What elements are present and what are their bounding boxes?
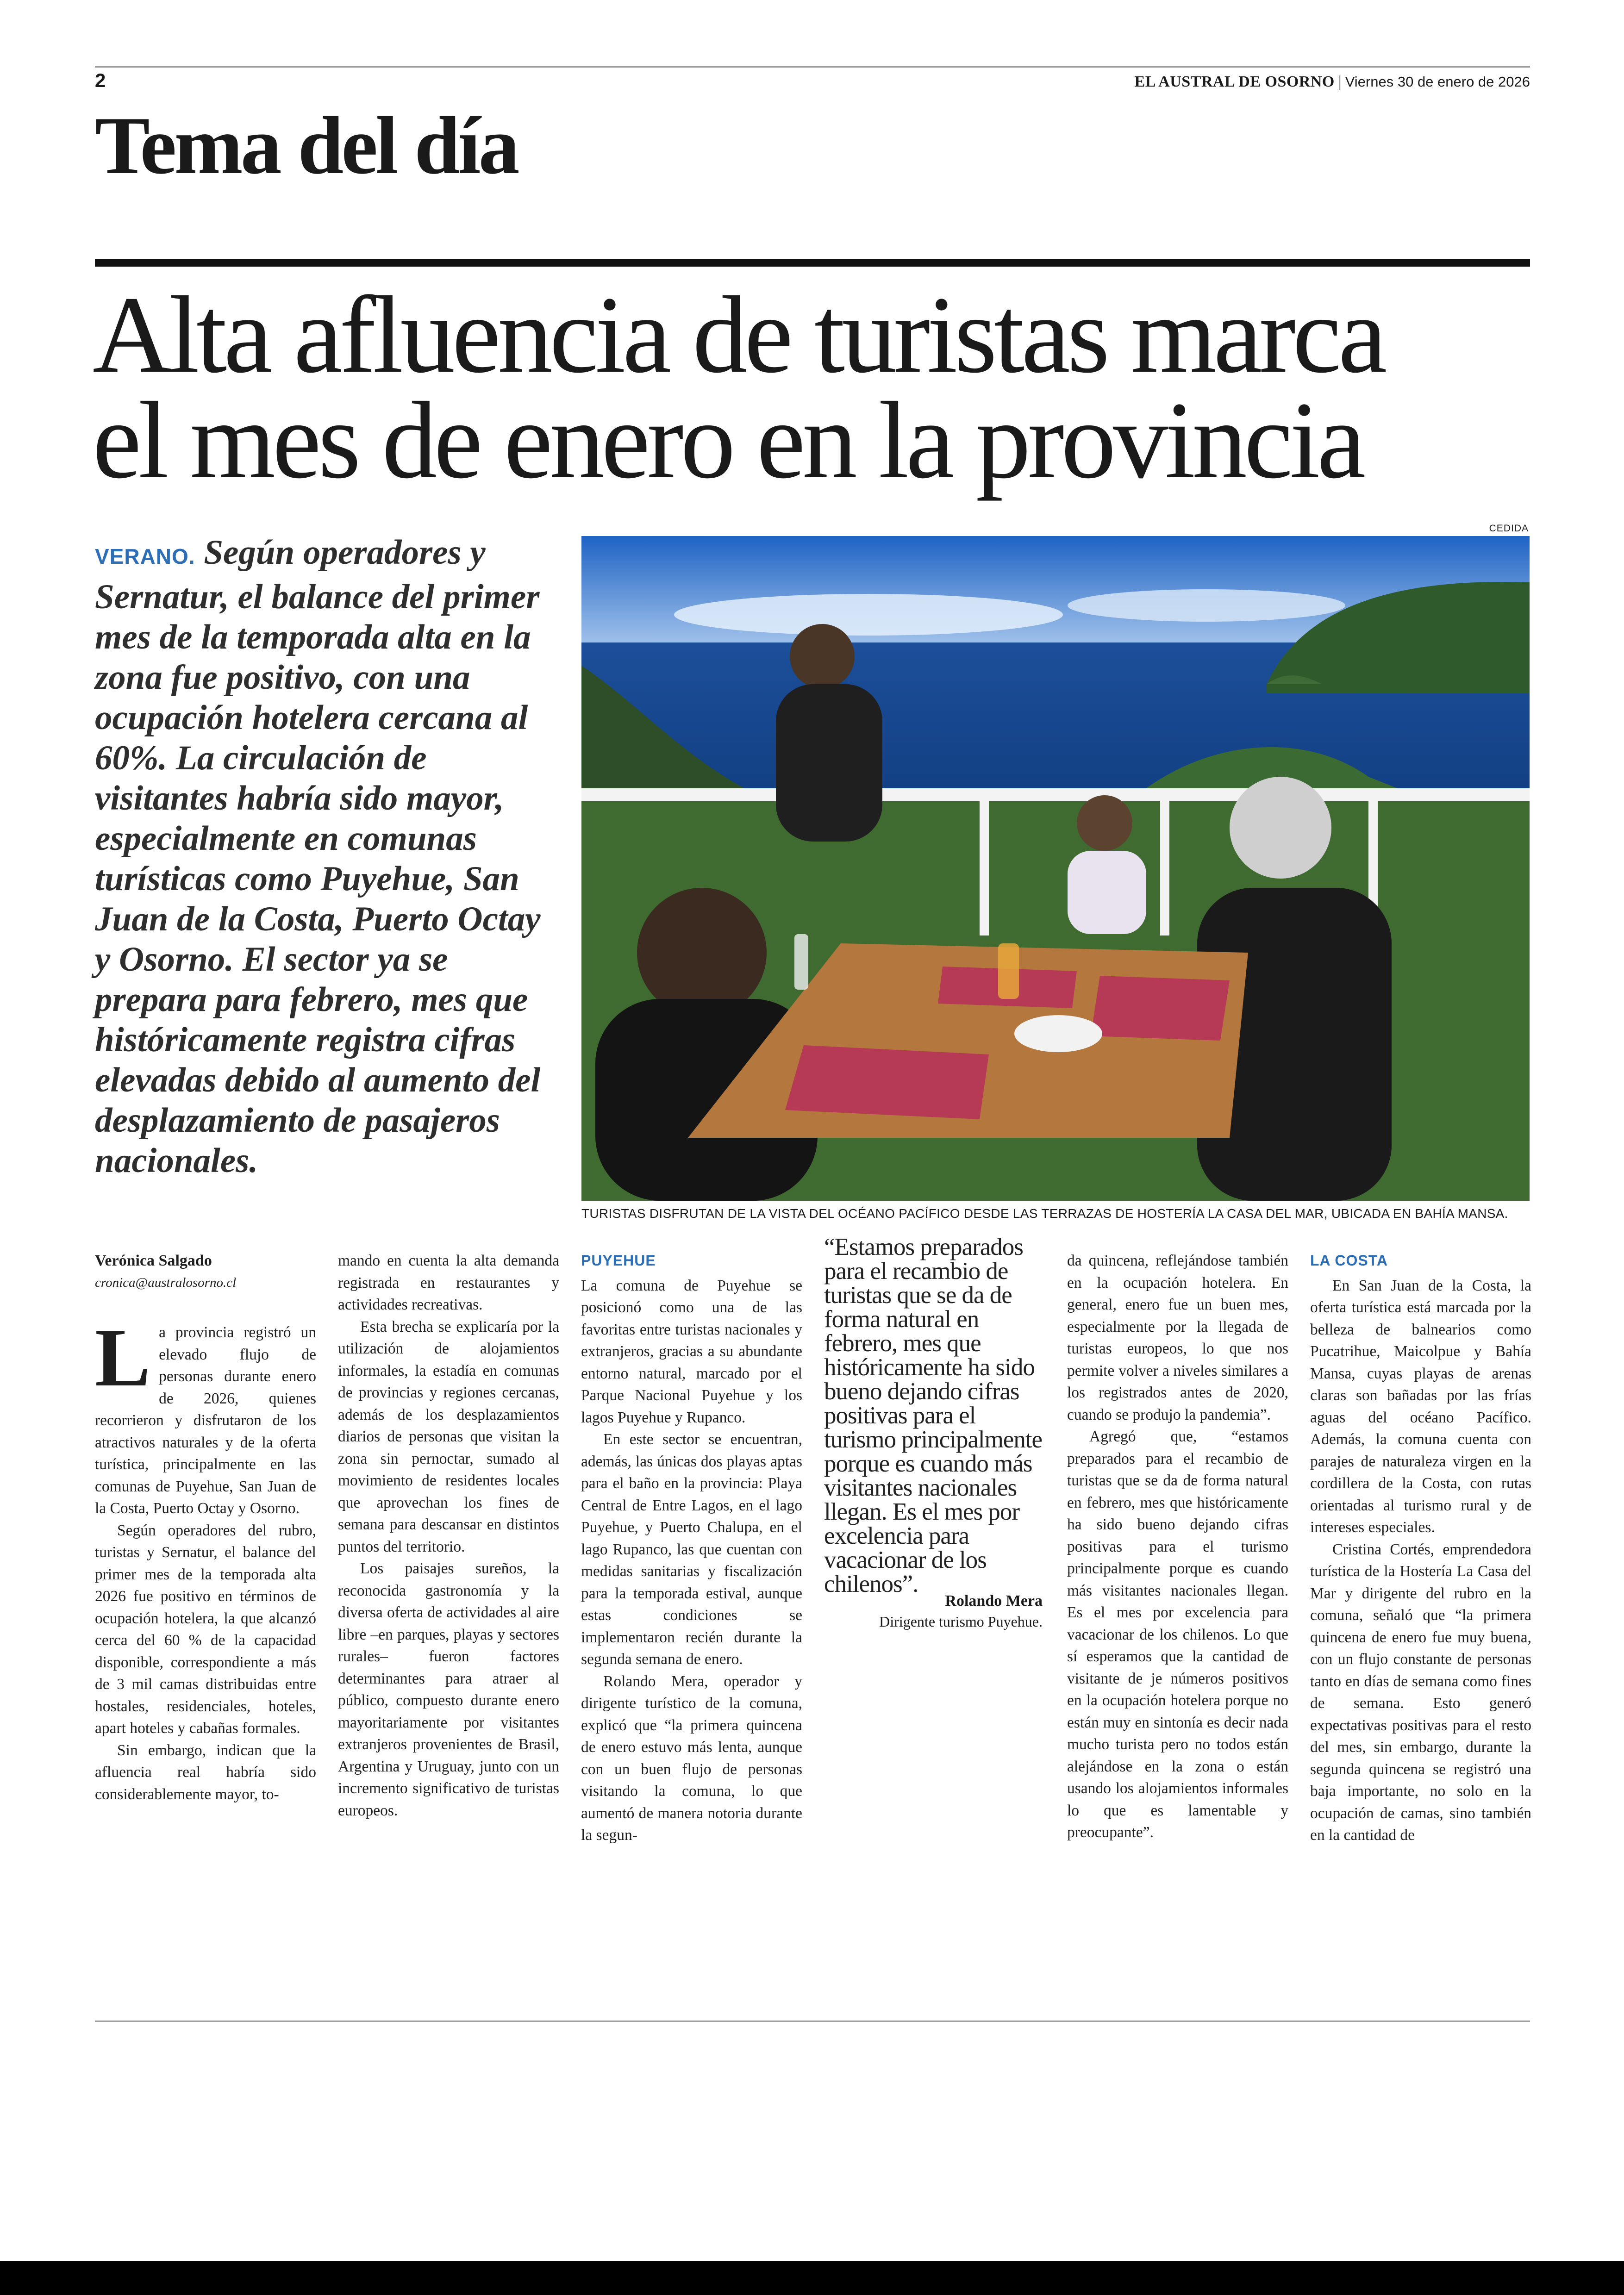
paragraph: mando en cuenta la alta demanda registrada en restaurantes y actividades recreativas. — [338, 1252, 559, 1313]
paragraph: da quincena, reflejándose también en la ocupación hotelera. En general, enero fue un buen mes, especialmente por la llegada de turistas europeos, lo que nos permite volver a niveles similares a los registrados antes de 2020, cuando se produjo la pandemia”. — [1067, 1252, 1288, 1423]
bottom-rule — [95, 2021, 1530, 2022]
quote-author: Rolando Mera — [945, 1592, 1043, 1609]
quote-author-role: Dirigente turismo Puyehue. — [879, 1613, 1043, 1630]
byline-author: Verónica Salgado — [95, 1252, 212, 1269]
lead-paragraph — [95, 532, 562, 1181]
masthead — [1135, 73, 1530, 91]
paragraph: Según operadores del rubro, turistas y Sernatur, el balance del primer mes de la temporada alta 2026 fue positivo en términos de ocupación hotelera, la que alcanzó cerca del 60 % de la capacidad disponible, correspondiente a más de 3 mil camas distribuidas entre hostales, residenciales, hoteles, apart hoteles y cabañas formales. — [95, 1522, 316, 1737]
subheading-la-costa: LA COSTA — [1310, 1252, 1388, 1269]
bottom-bar — [0, 2261, 1624, 2295]
lead-text: Según operadores y Sernatur, el balance del primer mes de la temporada alta en la zona fue positivo, con una ocupación hotelera cercana al 60%. La circulación de visitantes habría sido mayor, especialmente en comunas turísticas como Puyehue, San Juan de la Costa, Puerto Octay y Osorno. El sector ya se prepara para febrero, mes que históricamente registra cifras elevadas debido al aumento del desplazamiento de pasajeros nacionales. — [95, 533, 541, 1180]
lead-kicker: VERANO. — [95, 544, 195, 568]
photo-caption: TURISTAS DISFRUTAN DE LA VISTA DEL OCÉANO PACÍFICO DESDE LAS TERRAZAS DE HOSTERÍA LA CASA DEL MAR, UBICADA EN BAHÍA MANSA. — [581, 1206, 1508, 1221]
photo-credit: CEDIDA — [1489, 523, 1529, 534]
byline-email: cronica@australosorno.cl — [95, 1275, 237, 1290]
paragraph: Sin embargo, indican que la afluencia real habría sido considerablemente mayor, to- — [95, 1741, 316, 1803]
drop-cap: L — [95, 1311, 151, 1403]
article-column-3 — [581, 1250, 802, 1846]
pull-quote: “Estamos preparados para el recambio de turistas que se da de forma natural en febrero, mes que históricamente ha sido bueno dejando cifras positivas para el turismo principalmente porque es cuando más visitantes nacionales llegan. Es el mes por excelencia para vacacionar de los chilenos”. — [824, 1234, 1043, 1597]
article-column-6 — [1310, 1250, 1531, 1846]
paragraph: En este sector se encuentran, además, las únicas dos playas aptas para el baño en la provincia: Playa Central de Entre Lagos, en el lago Puyehue, y Puerto Chalupa, en el lago Rupanco, las que cuentan con medidas sanitarias y fiscalización para la temporada estival, aunque estas condiciones se implementaron recién durante la segunda semana de enero. — [581, 1431, 802, 1668]
article-photo — [581, 536, 1530, 1201]
paragraph: Esta brecha se explicaría por la utilización de alojamientos informales, la estadía en comunas de provincias y regiones cercanas, además de los desplazamientos diarios de personas que visitan la zona sin pernoctar, sumado al movimiento de residentes locales que aprovechan los fines de semana para descansar en distintos puntos del territorio. — [338, 1318, 559, 1555]
paragraph: Los paisajes sureños, la reconocida gastronomía y la diversa oferta de actividades al aire libre –en parques, playas y sectores rurales– fueron factores determinantes para atraer al público, compuesto durante enero mayoritariamente por visitantes extranjeros provenientes de Brasil, Argentina y Uruguay, junto con un incremento significativo de turistas europeos. — [338, 1560, 559, 1819]
headline-line-2: el mes de enero en la provincia — [93, 380, 1363, 502]
paragraph: Agregó que, “estamos preparados para el recambio de turistas que se da de forma natural en febrero, mes que históricamente ha sido bueno dejando cifras positivas para el turismo principalmente porque es cuando más visitantes nacionales llegan. Es el mes por excelencia para vacacionar de los chilenos. Lo que sí esperamos que la cantidad de visitante de je números positivos en la ocupación hotelera porque no están muy en sintonía es decir nada mucho turista pero no todos están alejándose en la zona o están usando los alojamientos informales lo que es lamentable y preocupante”. — [1067, 1428, 1288, 1841]
article-column-5 — [1067, 1250, 1288, 1844]
paragraph — [95, 1311, 316, 1520]
paragraph: Cristina Cortés, emprendedora turística de la Hostería La Casa del Mar y dirigente del rubro en la comuna, señaló que “la primera quincena de enero fue muy buena, con un flujo constante de personas tanto en días de semana como fines de semana. Esto generó expectativas positivas para el resto del mes, sin embargo, durante la segunda quincena se registró una baja importante, no solo en la ocupación de camas, sino también en la cantidad de — [1310, 1540, 1531, 1844]
article-column-2 — [338, 1250, 559, 1821]
article-column-1 — [95, 1250, 316, 1805]
masthead-separator: | — [1338, 73, 1342, 90]
subheading-puyehue: PUYEHUE — [581, 1252, 656, 1269]
top-rule — [95, 66, 1530, 68]
headline-line-1: Alta afluencia de turistas marca — [93, 274, 1384, 396]
publication-name: EL AUSTRAL DE OSORNO — [1134, 73, 1335, 90]
paragraph: En San Juan de la Costa, la oferta turística está marcada por la belleza de balnearios como Pucatrihue, Maicolpue y Bahía Mansa, cuyas playas de arenas claras son bañadas por las frías aguas del océano Pacífico. Además, la comuna cuenta con parajes de naturaleza virgen en la cordillera de la Costa, con rutas orientadas al turismo rural y de intereses especiales. — [1310, 1277, 1531, 1536]
page-number: 2 — [95, 69, 106, 91]
paragraph-text: a provincia registró un elevado flujo de personas durante enero de 2026, quienes recorrieron y disfrutaron de los atractivos naturales y de la oferta turística, principalmente en las comunas de Puyehue, San Juan de la Costa, Puerto Octay y Osorno. — [95, 1324, 316, 1517]
paragraph: Rolando Mera, operador y dirigente turístico de la comuna, explicó que “la primera quincena de enero estuvo más lenta, aunque con un buen flujo de personas visitando la comuna, lo que aumentó de manera notoria durante la segun- — [581, 1672, 802, 1844]
paragraph: La comuna de Puyehue se posicionó como una de las favoritas entre turistas nacionales y extranjeros, gracias a su abundante entorno natural, marcado por el Parque Nacional Puyehue y los lagos Puyehue y Rupanco. — [581, 1277, 802, 1426]
headline — [93, 274, 1537, 502]
section-title: Tema del día — [95, 100, 518, 191]
publication-date: Viernes 30 de enero de 2026 — [1345, 74, 1530, 90]
section-rule — [95, 259, 1530, 267]
photo-illustration — [581, 536, 1530, 1201]
